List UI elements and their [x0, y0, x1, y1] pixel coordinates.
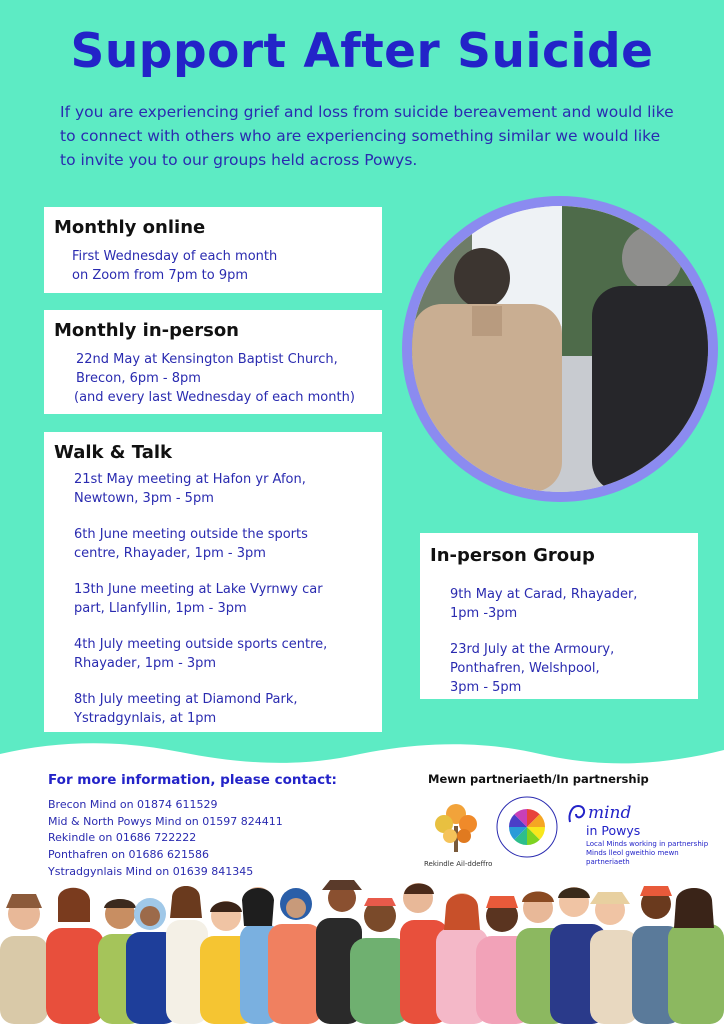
contact-line: Brecon Mind on 01874 611529	[48, 798, 218, 811]
walk-item-line: Rhayader, 1pm - 3pm	[74, 656, 217, 671]
monthly-in-person-line: Brecon, 6pm - 8pm	[76, 371, 201, 386]
partner-heading: Mewn partneriaeth/In partnership	[428, 772, 649, 786]
monthly-online-heading: Monthly online	[54, 217, 206, 238]
in-person-group-heading: In-person Group	[430, 545, 595, 566]
in-person-group-list	[450, 585, 690, 714]
walk-item-line: 6th June meeting outside the sports	[74, 527, 308, 542]
monthly-in-person-line: (and every last Wednesday of each month)	[74, 390, 355, 405]
list-item	[74, 525, 374, 563]
group-item-line: 23rd July at the Armoury,	[450, 642, 615, 657]
intro-text: If you are experiencing grief and loss from suicide bereavement and would like to connect with others who are experiencing something similar we would like to invite you to our groups held across Powys.	[60, 103, 674, 169]
mind-logo-word: mind	[588, 803, 632, 823]
group-item-line: 9th May at Carad, Rhayader,	[450, 587, 638, 602]
contact-line: Ystradgynlais Mind on 01639 841345	[48, 864, 254, 878]
rekindle-caption: Rekindle Ail-ddeffro	[424, 860, 493, 868]
contact-line: Ponthafren on 01686 621586	[48, 848, 210, 862]
mind-logo-icon	[566, 802, 588, 826]
monthly-in-person-line: 22nd May at Kensington Baptist Church,	[76, 352, 338, 367]
list-item	[450, 585, 690, 623]
group-item-line: 1pm -3pm	[450, 606, 518, 621]
walk-item-line: 4th July meeting outside sports centre,	[74, 637, 328, 652]
rekindle-logo	[424, 796, 488, 862]
list-item	[450, 640, 690, 697]
walk-and-talk-heading: Walk & Talk	[54, 442, 172, 463]
walk-and-talk-list	[74, 470, 374, 745]
walk-item-line: centre, Rhayader, 1pm - 3pm	[74, 546, 266, 561]
mind-logo-tagline	[586, 840, 724, 867]
list-item	[74, 580, 374, 618]
monthly-in-person-heading: Monthly in-person	[54, 320, 240, 341]
group-item-line: 3pm - 5pm	[450, 680, 522, 695]
walk-item-line: Newtown, 3pm - 5pm	[74, 491, 214, 506]
people-illustration	[0, 878, 724, 1024]
ponthafren-logo	[496, 796, 558, 858]
in-person-group-card	[420, 533, 698, 699]
page-title: Support After Suicide	[70, 24, 654, 79]
monthly-online-card	[44, 207, 382, 293]
walk-item-line: part, Llanfyllin, 1pm - 3pm	[74, 601, 247, 616]
monthly-online-line: on Zoom from 7pm to 9pm	[72, 268, 249, 283]
walk-item-line: 8th July meeting at Diamond Park,	[74, 692, 298, 707]
contact-heading: For more information, please contact:	[48, 772, 337, 788]
walk-and-talk-card	[44, 432, 382, 732]
group-item-line: Ponthafren, Welshpool,	[450, 661, 600, 676]
mind-tag-line: Minds lleol gweithio mewn partneriaeth	[586, 849, 679, 866]
mind-logo-sub: in Powys	[586, 823, 641, 838]
list-item	[74, 635, 374, 673]
walking-men-photo	[412, 206, 708, 492]
contact-line: Rekindle on 01686 722222	[48, 831, 197, 845]
mind-tag-line: Local Minds working in partnership	[586, 840, 709, 848]
walk-item-line: 21st May meeting at Hafon yr Afon,	[74, 472, 306, 487]
walk-item-line: 13th June meeting at Lake Vyrnwy car	[74, 582, 323, 597]
list-item	[74, 690, 374, 728]
contact-list	[48, 797, 283, 881]
contact-line: Mid & North Powys Mind on 01597 824411	[48, 814, 283, 828]
list-item	[74, 470, 374, 508]
monthly-in-person-card	[44, 310, 382, 414]
walk-item-line: Ystradgynlais, at 1pm	[74, 711, 217, 726]
monthly-online-line: First Wednesday of each month	[72, 249, 278, 264]
